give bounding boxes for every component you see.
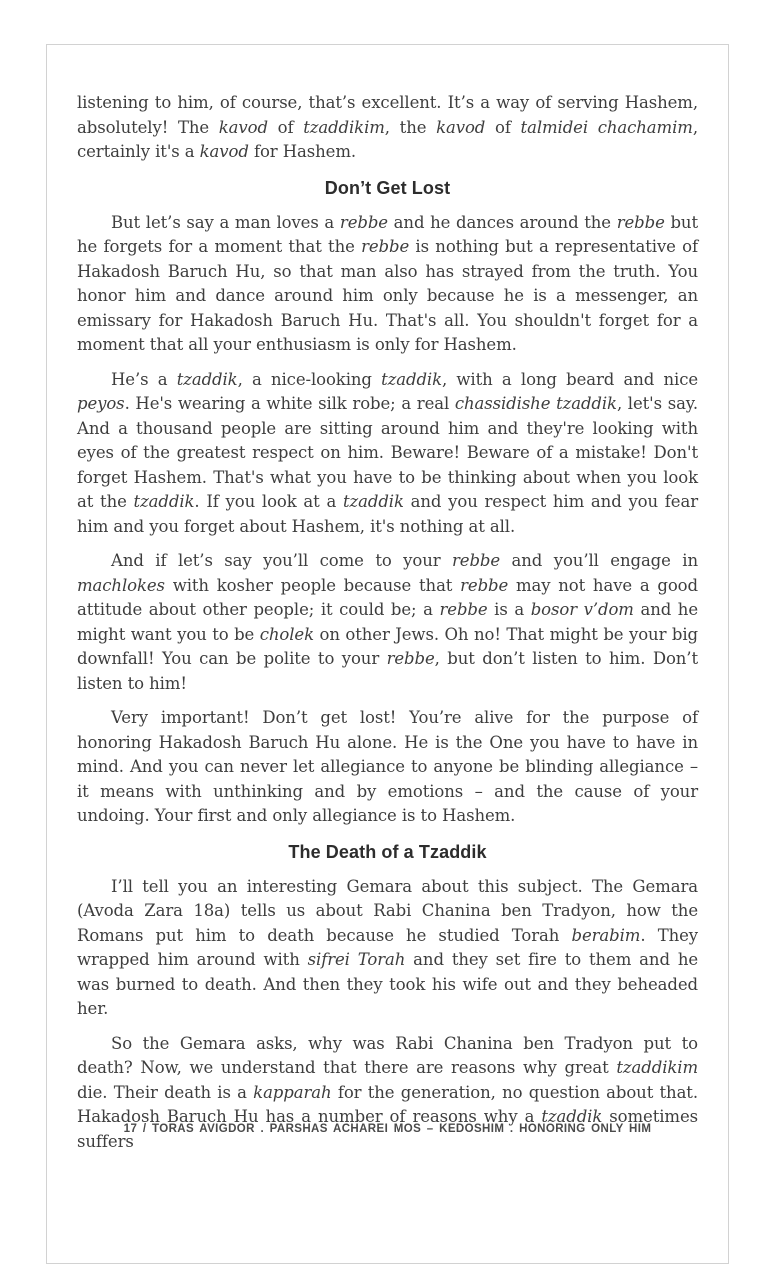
text-run: Very important! Don’t get lost! You’re alive for the purpose of honoring Hakadosh Baruch Hu alone. He is the One you have to have in mind. And you can never let allegiance to anyone be blinding allegiance – it means with unthinking and by emotions – and the cause of your undoing. Your first and only allegiance is to Hashem.	[77, 708, 698, 825]
text-run: . He's wearing a white silk robe; a real	[124, 394, 455, 413]
text-run: and he might want you to be	[77, 600, 698, 644]
italic-term: tzaddik	[133, 492, 195, 511]
text-run: . If you look at a	[194, 492, 343, 511]
paragraph	[77, 368, 698, 540]
italic-term: chassidishe tzaddik	[454, 394, 617, 413]
italic-term: sifrei Torah	[307, 950, 406, 969]
italic-term: rebbe	[616, 212, 665, 232]
text-run: on other Jews. Oh no! That might be your big downfall! You can be polite to your	[77, 624, 698, 668]
paragraph	[77, 875, 698, 1022]
text-run: of	[267, 117, 304, 137]
italic-term: rebbe	[460, 575, 509, 595]
text-run: may not have a good attitude about other people; it could be; a	[77, 575, 698, 619]
paragraph	[77, 549, 698, 696]
text-run: , the	[384, 117, 437, 137]
paragraph	[77, 91, 698, 165]
text-run: So the Gemara asks, why was Rabi Chanina ben Tradyon put to death? Now, we understand that there are reasons why great	[77, 1033, 698, 1077]
text-run: , a nice-looking	[237, 369, 382, 389]
text-run: , but don’t listen to him. Don’t listen to him!	[77, 649, 698, 693]
text-run: I’ll tell you an interesting Gemara about this subject. The Gemara (Avoda Zara 18a) tells us about Rabi Chanina ben Tradyon, how the Romans put him to death because he studied Torah	[77, 876, 698, 945]
italic-term: cholek	[259, 624, 314, 644]
text-run: , with a long beard and nice	[442, 369, 698, 389]
section-heading: The Death of a Tzaddik	[288, 841, 487, 862]
text-run: listening to him, of course, that’s excellent. It’s a way of serving Hashem, absolutely! The	[77, 93, 698, 137]
text-run: is a	[487, 600, 531, 619]
italic-term: berabim	[571, 925, 641, 945]
paragraph	[77, 706, 698, 829]
italic-term: rebbe	[439, 600, 488, 619]
page-border	[46, 44, 729, 1264]
italic-term: kavod	[436, 117, 486, 137]
italic-term: kapparah	[253, 1082, 332, 1102]
italic-term: rebbe	[361, 237, 410, 256]
italic-term: tzaddikim	[303, 117, 385, 137]
page-footer	[77, 1123, 698, 1135]
italic-term: machlokes	[77, 575, 165, 595]
text-run: and he dances around the	[387, 212, 617, 232]
text-run: , let's say. And a thousand people are sitting around him and they're looking with eyes of the greatest respect on him. Beware! Beware of a mistake! Don't forget Hashem. That's what you have to be thinking about when you look at the	[77, 394, 698, 511]
text-run: of	[485, 117, 521, 137]
italic-term: tzaddikim	[616, 1058, 698, 1077]
section-heading: Don’t Get Lost	[324, 177, 451, 198]
italic-term: rebbe	[452, 551, 501, 570]
page-content	[47, 45, 728, 1154]
text-run: is nothing but a representative of Hakadosh Baruch Hu, so that man also has strayed from the truth. You honor him and dance around him only because he is a messenger, an emissary for Hakadosh Baruch Hu. That's all. You shouldn't forget for a moment that all your enthusiasm is only for Hashem.	[77, 237, 698, 354]
italic-term: kavod	[218, 117, 268, 137]
text-run: for the generation, no question about that. Hakadosh Baruch Hu has a number of reasons why a	[77, 1082, 698, 1126]
text-run: . They wrapped him around with	[77, 925, 699, 969]
paragraph	[77, 211, 698, 358]
text-run: and you’ll engage in	[500, 551, 698, 570]
text-run: with kosher people because that	[164, 575, 461, 595]
italic-term: tzaddik	[381, 369, 442, 389]
text-run: He’s a	[111, 369, 177, 389]
italic-term: rebbe	[386, 649, 435, 668]
text-run: But let’s say a man loves a	[111, 212, 340, 232]
text-run: , certainly it's a	[77, 117, 698, 161]
italic-term: peyos	[77, 394, 125, 413]
italic-term: talmidei chachamim	[520, 117, 693, 137]
paragraph	[77, 1032, 698, 1155]
italic-term: tzaddik	[541, 1107, 603, 1126]
text-run: and you respect him and you fear him and you forget about Hashem, it's nothing at all.	[77, 492, 698, 536]
text-run: die. Their death is a	[77, 1082, 254, 1102]
italic-term: kavod	[199, 142, 249, 161]
footer-text: 17 / TORAS AVIGDOR . PARSHAS ACHAREI MOS – KEDOSHIM . HONORING ONLY HIM	[123, 1123, 652, 1135]
italic-term: tzaddik	[176, 369, 238, 389]
text-run: sometimes suffers	[77, 1107, 698, 1151]
text-run: for Hashem.	[248, 142, 357, 161]
italic-term: tzaddik	[343, 492, 404, 511]
text-run: and they set fire to them and he was burned to death. And then they took his wife out and they beheaded her.	[77, 950, 699, 1018]
italic-term: bosor v’dom	[530, 600, 634, 619]
italic-term: rebbe	[339, 212, 388, 232]
text-run: And if let’s say you’ll come to your	[111, 551, 453, 570]
text-run: but he forgets for a moment that the	[77, 212, 698, 256]
